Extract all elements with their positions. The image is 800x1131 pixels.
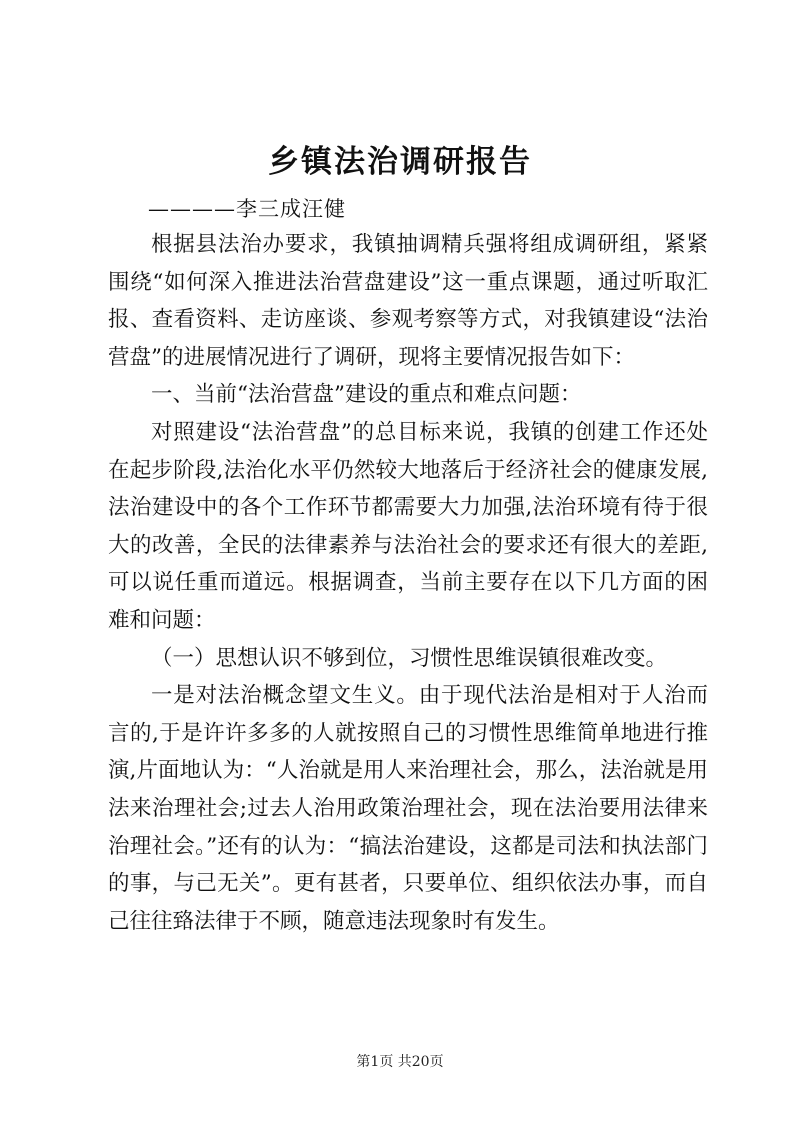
document-body [108,226,708,940]
page-number-footer: 第1页 共20页 [356,1054,444,1070]
section-heading: 一、当前“法治营盘”建设的重点和难点问题： [151,382,582,408]
body-paragraph: 对照建设“法治营盘”的总目标来说，我镇的创建工作还处在起步阶段,法治化水平仍然较大地落后于经济社会的健康发展,法治建设中的各个工作环节都需要大力加强,法治环境有待于很大的改善，全民的法律素养与法治社会的要求还有很大的差距,可以说任重而道远。根据调查，当前主要存在以下几方面的困难和问题： [108,419,708,633]
document-title: 乡镇法治调研报告 [268,144,532,180]
author-line: ————李三成汪健 [148,197,346,221]
intro-paragraph: 根据县法治办要求，我镇抽调精兵强将组成调研组，紧紧围绕“如何深入推进法治营盘建设”这一重点课题，通过听取汇报、查看资料、走访座谈、参观考察等方式，对我镇建设“法治营盘”的进展情况进行了调研，现将主要情况报告如下： [108,232,708,370]
body-paragraph: 一是对法治概念望文生义。由于现代法治是相对于人治而言的,于是许许多多的人就按照自己的习惯性思维简单地进行推演,片面地认为：“人治就是用人来治理社会，那么，法治就是用法来治理社会;过去人治用政策治理社会，现在法治要用法律来治理社会。”还有的认为：“搞法治建设，这都是司法和执法部门的事，与己无关”。更有甚者，只要单位、组织依法办事，而自己往往臵法律于不顾，随意违法现象时有发生。 [108,683,708,934]
subsection-heading: （一）思想认识不够到位，习惯性思维误镇很难改变。 [151,645,668,671]
